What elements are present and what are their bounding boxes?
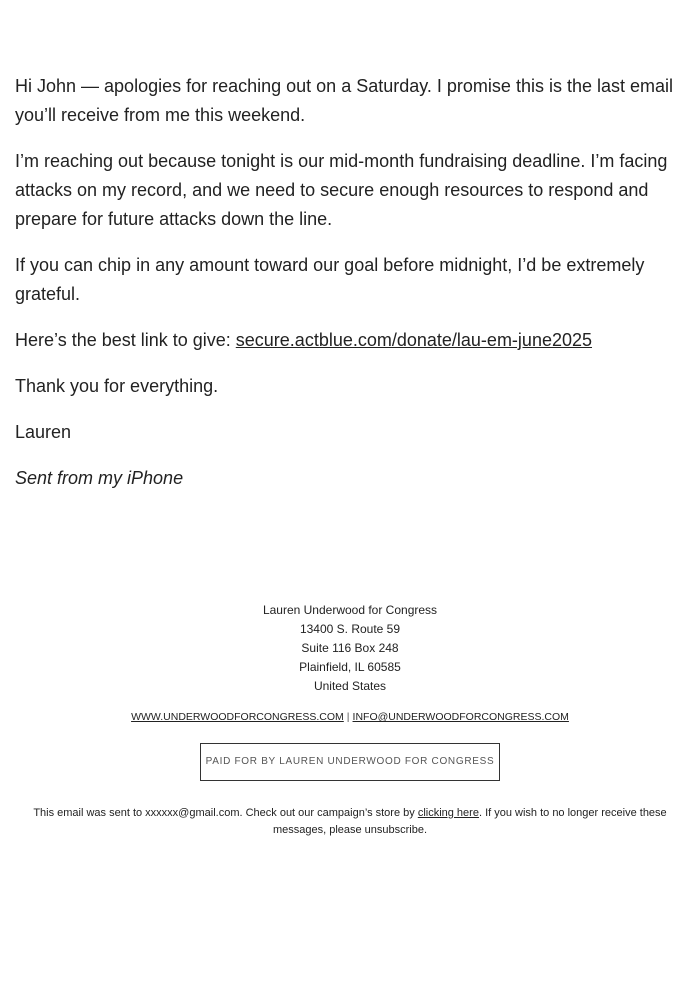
address-line: Plainfield, IL 60585 [299,660,401,674]
donate-link-paragraph [15,326,685,355]
deadline-paragraph: I’m reaching out because tonight is our mid-month fundraising deadline. I’m facing attacks on my record, and we need to secure enough resources to respond and prepare for future attacks down the line. [15,151,668,229]
email-body [15,72,685,510]
address-line: 13400 S. Route 59 [299,622,401,636]
store-link[interactable]: clicking here [417,807,479,819]
address-line: Lauren Underwood for Congress [262,603,438,617]
sent-note-prefix: This email was sent to xxxxxx@gmail.com. Check out our campaign’s store by [33,807,418,819]
footer-links [0,710,700,724]
thanks-paragraph: Thank you for everything. [15,376,219,396]
address-line: Suite 116 Box 248 [301,641,399,655]
sent-to-notice [20,805,680,839]
donate-link-intro: Here’s the best link to give: [15,330,236,350]
email-footer [0,601,700,839]
email-contact-link[interactable]: INFO@UNDERWOODFORCONGRESS.COM [352,711,569,723]
link-separator: | [346,711,350,723]
greeting-paragraph: Hi John — apologies for reaching out on a Saturday. I promise this is the last email you’ll receive from me this weekend. [15,76,674,125]
sent-note-suffix: . If you wish to no longer receive these messages, please unsubscribe. [272,807,667,836]
address-line: United States [313,679,387,693]
signature: Lauren [15,422,72,442]
donate-link[interactable]: secure.actblue.com/donate/lau-em-june2025 [235,330,593,350]
sent-from-line: Sent from my iPhone [15,468,184,488]
chip-in-paragraph: If you can chip in any amount toward our goal before midnight, I’d be extremely grateful. [15,255,645,304]
website-link[interactable]: WWW.UNDERWOODFORCONGRESS.COM [131,711,344,723]
paid-for-disclaimer: PAID FOR BY LAUREN UNDERWOOD FOR CONGRESS [200,743,501,781]
mailing-address [0,601,700,696]
